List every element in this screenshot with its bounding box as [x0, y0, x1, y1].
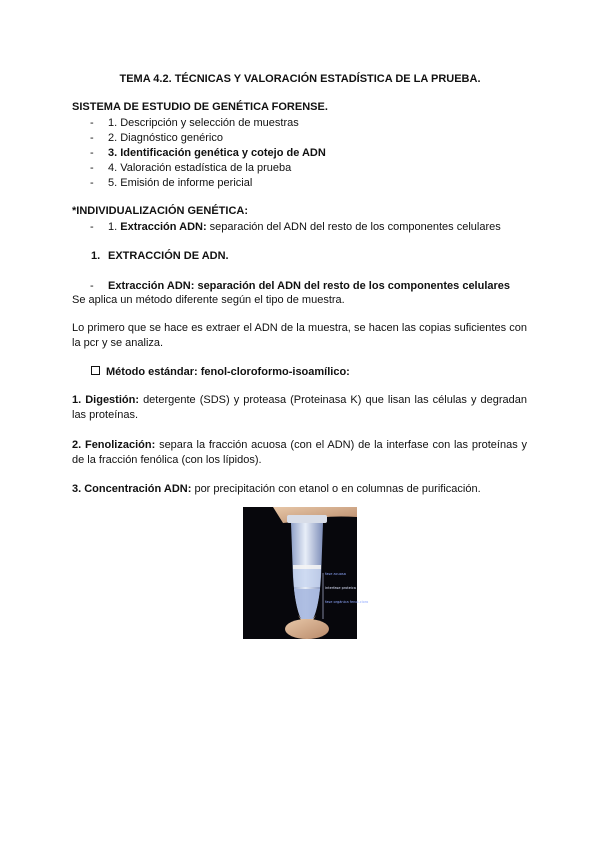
label-organic: fase orgánica fenol-cloro [325, 600, 369, 604]
label-aqueous: fase acuosa [325, 572, 346, 576]
step-label: 2. Fenolización: [72, 439, 156, 451]
list-bullet: - [90, 147, 94, 159]
list-bullet: - [90, 117, 94, 129]
checkbox-icon [91, 366, 100, 375]
standard-method [91, 365, 350, 379]
extraction-bullet: Extracción ADN: separación del ADN del resto de los componentes celulares [108, 280, 511, 292]
step-concentracion [72, 482, 527, 497]
list-item: 4. Valoración estadística de la prueba [108, 162, 292, 174]
section-number: 1. [91, 250, 101, 262]
item-rest: separación del ADN del resto de los componentes celulares [206, 221, 501, 233]
system-heading: SISTEMA DE ESTUDIO DE GENÉTICA FORENSE. [72, 101, 328, 113]
finger-bottom [285, 619, 329, 639]
item-prefix: 1. [108, 221, 121, 233]
section-heading: EXTRACCIÓN DE ADN. [108, 250, 229, 262]
intro-paragraph: Lo primero que se hace es extraer el ADN de la muestra, se hacen las copias suficientes con la pcr y se analiza. [72, 322, 527, 349]
page-title: TEMA 4.2. TÉCNICAS Y VALORACIÓN ESTADÍSTICA DE LA PRUEBA. [119, 73, 481, 85]
list-item: 5. Emisión de informe pericial [108, 177, 253, 189]
list-bullet: - [90, 280, 94, 292]
step-text: separa la fracción acuosa (con el ADN) de la interfase con las proteínas y de la fracción fenólica (con los lípidos). [72, 439, 528, 466]
item-bold: Extracción ADN: [120, 221, 207, 233]
tube-cap [287, 515, 327, 523]
list-item: 2. Diagnóstico genérico [108, 132, 223, 144]
step-text: detergente (SDS) y proteasa (Proteinasa K) que lisan las células y degradan las proteínas. [72, 394, 527, 421]
list-bullet: - [90, 221, 94, 233]
interphase-band [293, 565, 321, 569]
tube-illustration [243, 507, 369, 639]
list-item: 1. Descripción y selección de muestras [108, 117, 299, 129]
list-bullet: - [90, 132, 94, 144]
step-fenolizacion [72, 438, 527, 468]
list-item: 3. Identificación genética y cotejo de ADN [108, 147, 326, 159]
standard-method-label: Método estándar: fenol-cloroformo-isoamílico: [106, 366, 350, 378]
step-text: por precipitación con etanol o en columnas de purificación. [191, 483, 481, 495]
label-interphase: interfase proteica [325, 586, 356, 590]
tube-photo [243, 507, 369, 639]
step-digestion [72, 393, 527, 423]
step-label: 1. Digestión: [72, 394, 140, 406]
method-line: Se aplica un método diferente según el tipo de muestra. [72, 294, 345, 306]
step-label: 3. Concentración ADN: [72, 483, 192, 495]
list-bullet: - [90, 177, 94, 189]
individualization-item [108, 220, 501, 234]
list-bullet: - [90, 162, 94, 174]
individualization-heading: *INDIVIDUALIZACIÓN GENÉTICA: [72, 205, 248, 217]
